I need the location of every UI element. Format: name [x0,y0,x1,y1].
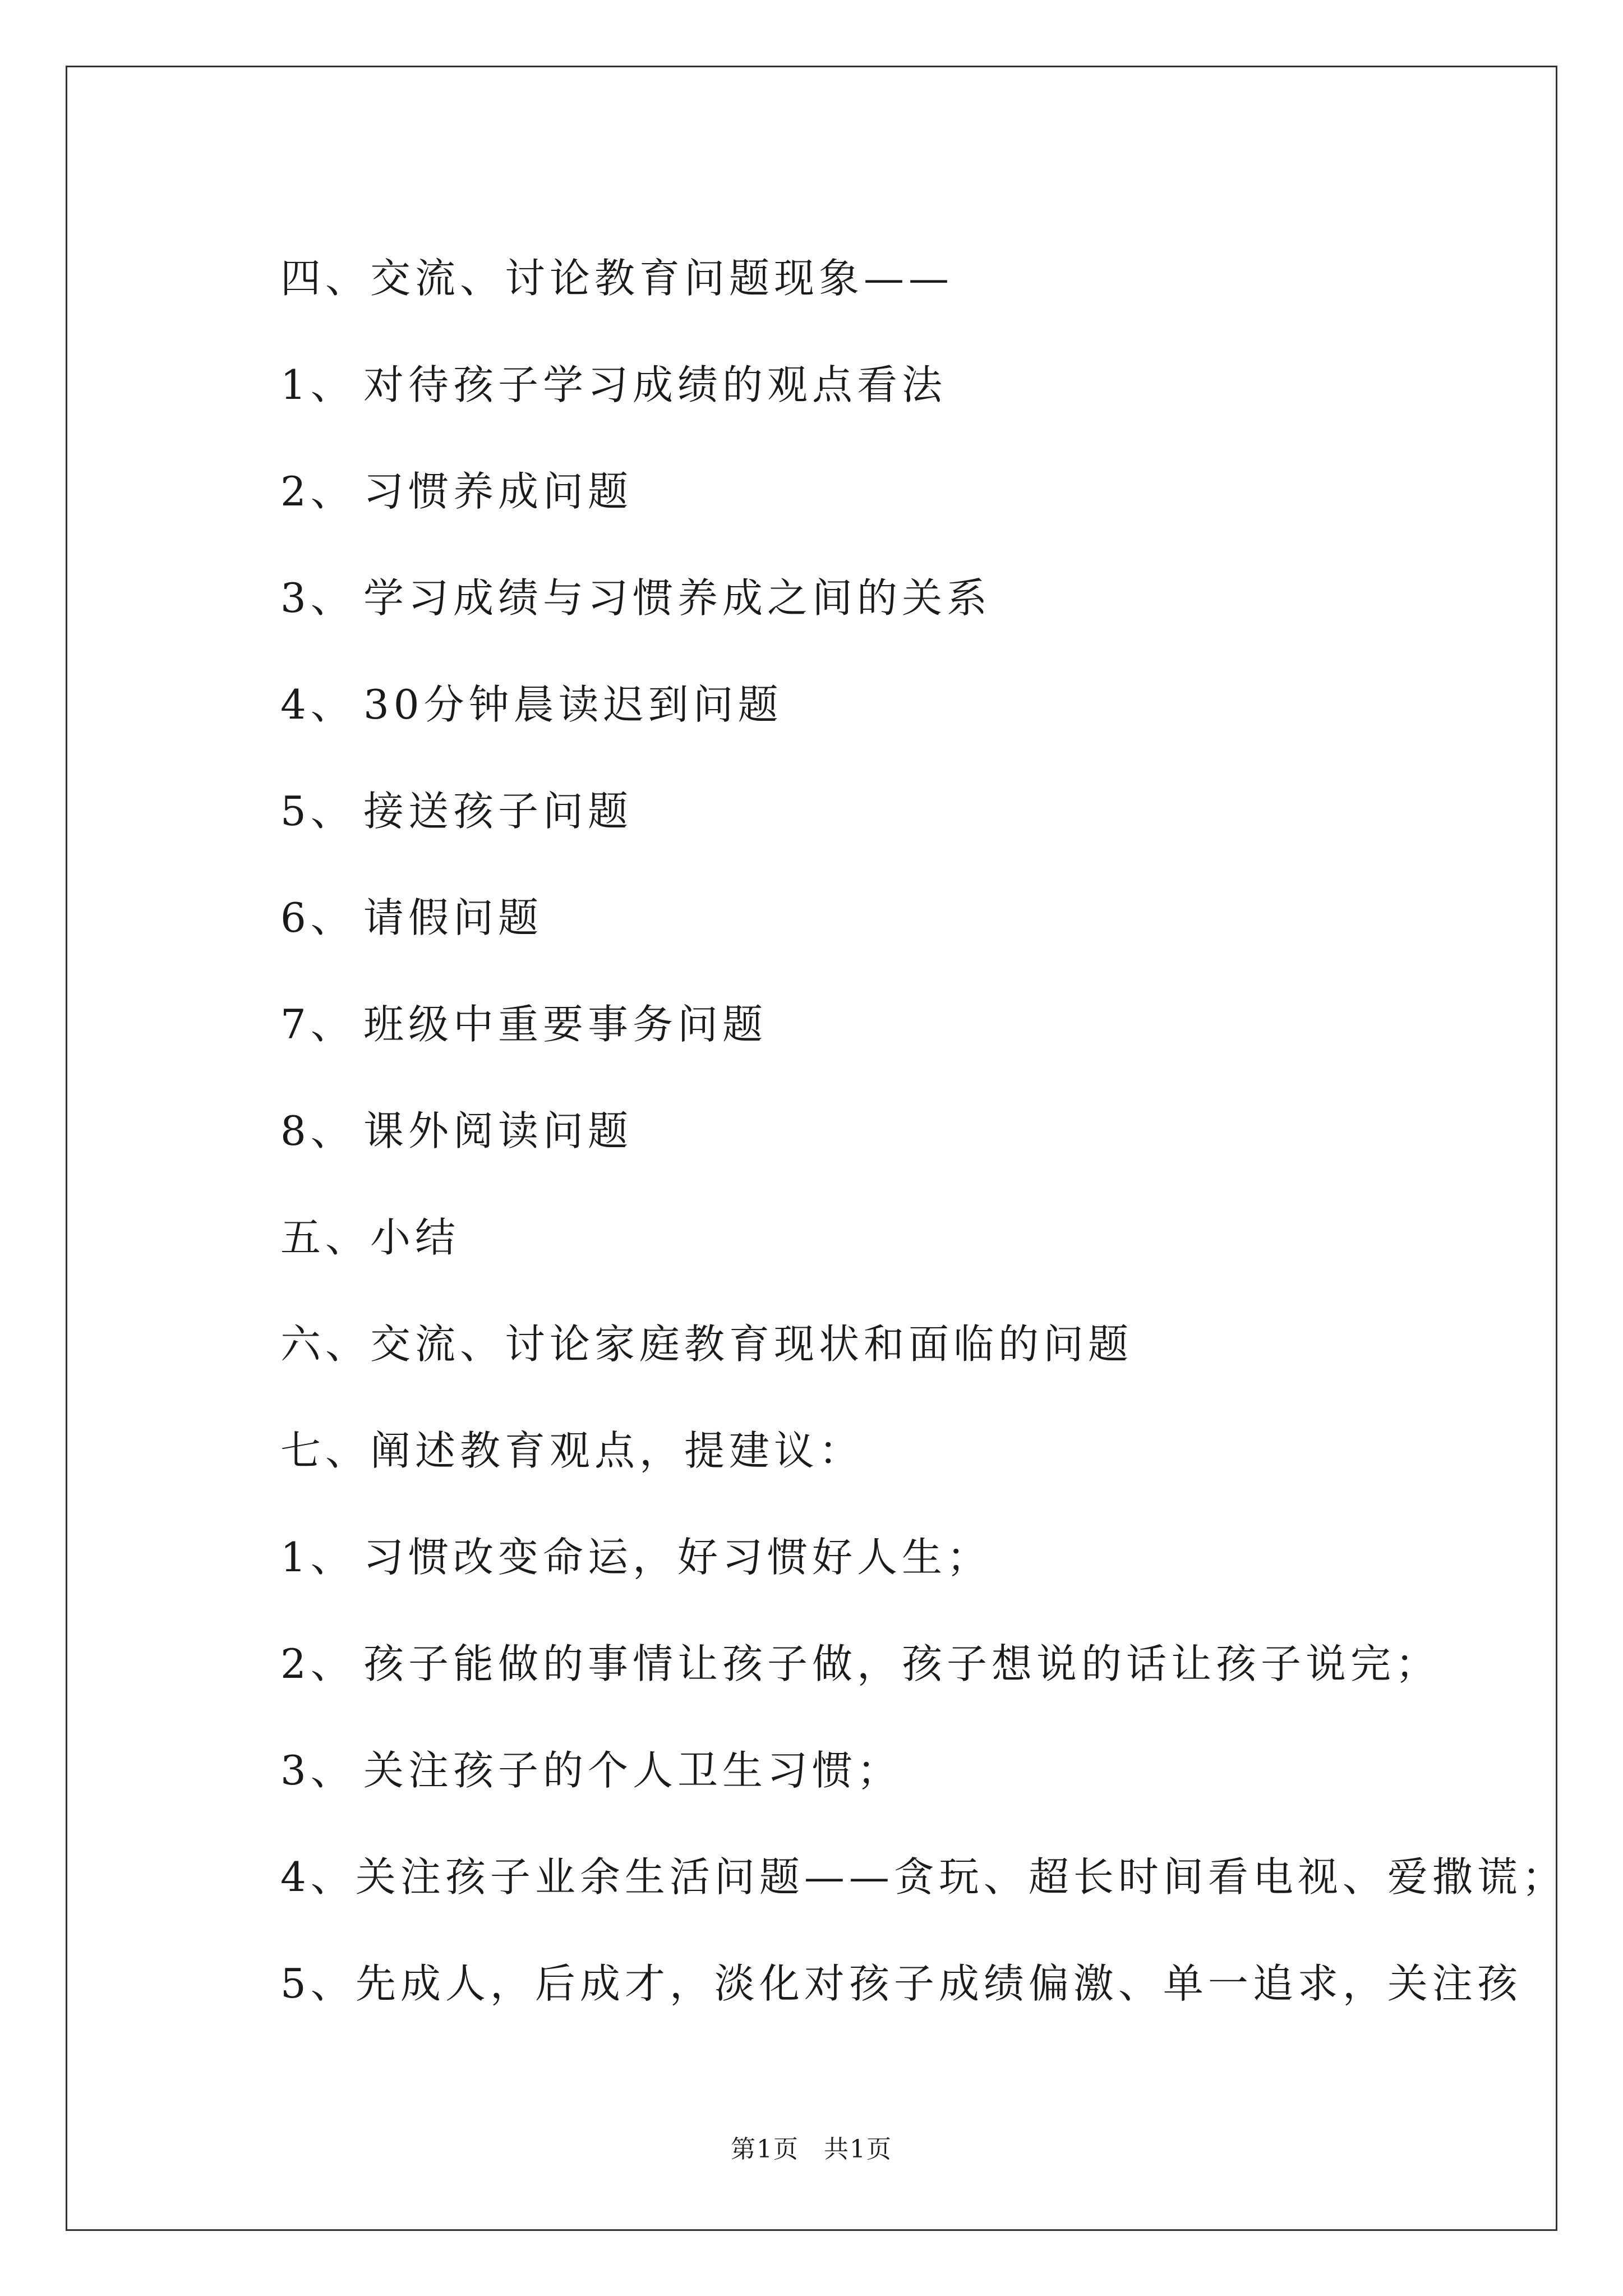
item-text: 对待孩子学习成绩的观点看法 [363,361,947,408]
page-number: 第1页 [731,2135,799,2164]
list-item [280,861,1514,968]
line-text: 六、交流、讨论家庭教育现状和面临的问题 [280,1320,1133,1368]
item-text: 习惯改变命运，好习惯好人生； [363,1534,992,1581]
document-body [280,222,1567,2033]
list-item [280,754,1514,861]
list-item [280,541,1514,648]
line-text: 四、交流、讨论教育问题现象—— [280,255,954,302]
list-item [280,1501,1514,1607]
item-number: 7、 [280,1001,356,1048]
item-number: 5、 [280,788,356,835]
item-number: 2、 [280,468,356,515]
item-text: 学习成绩与习惯养成之间的关系 [363,574,992,622]
page-total: 共1页 [824,2135,892,2164]
list-item [280,328,1514,435]
heading-line [280,222,1514,328]
list-item [280,648,1514,754]
item-number: 3、 [280,574,356,622]
item-number: 6、 [280,894,356,941]
item-number: 1、 [280,1534,356,1581]
item-number: 1、 [280,361,356,408]
item-text: 接送孩子问题 [363,788,633,835]
item-number: 5、 [280,1960,356,2007]
item-text: 班级中重要事务问题 [363,1001,768,1048]
item-text: 习惯养成问题 [363,468,633,515]
heading-line [280,1394,1514,1501]
item-text: 课外阅读问题 [363,1107,633,1154]
item-number: 2、 [280,1640,356,1687]
item-number: 8、 [280,1107,356,1154]
item-text: 孩子能做的事情让孩子做，孩子想说的话让孩子说完； [363,1640,1441,1687]
item-number: 4、 [280,681,356,728]
list-item [280,435,1514,541]
list-item [280,1714,1514,1820]
item-text: 请假问题 [363,894,543,941]
heading-line [280,1287,1514,1394]
list-item [280,968,1514,1074]
line-text: 七、阐述教育观点，提建议： [280,1427,864,1474]
item-text: 关注孩子业余生活问题——贪玩、超长时间看电视、爱撒谎； [355,1853,1567,1901]
item-text: 先成人，后成才，淡化对孩子成绩偏激、单一追求，关注孩 [355,1960,1522,2007]
list-item [280,1927,1522,2033]
page-footer [0,2129,1623,2165]
heading-line [280,1181,1514,1287]
item-text: 30分钟晨读迟到问题 [363,681,783,728]
list-item [280,1820,1567,1927]
item-number: 3、 [280,1747,356,1794]
item-number: 4、 [280,1853,356,1901]
list-item [280,1074,1514,1181]
line-text: 五、小结 [280,1214,460,1261]
list-item [280,1607,1514,1714]
item-text: 关注孩子的个人卫生习惯； [363,1747,902,1794]
